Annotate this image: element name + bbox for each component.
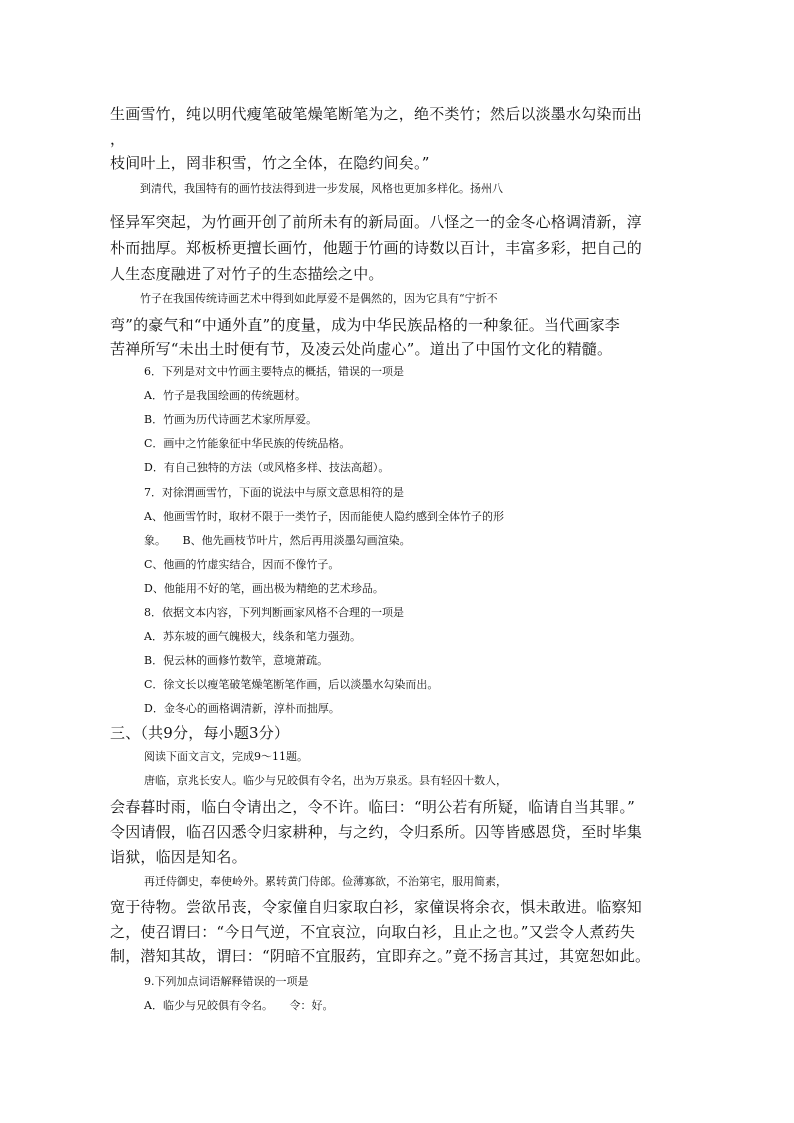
option-6b: B．竹画为历代诗画艺术家所厚爱。 <box>144 413 318 426</box>
question-7: 7．对徐渭画雪竹，下面的说法中与原文意思相符的是 <box>144 486 404 499</box>
option-8a: A．苏东坡的画气魄极大，线条和笔力强劲。 <box>144 630 361 643</box>
text-line: 到清代，我国特有的画竹技法得到进一步发展，风格也更加多样化。扬州八 <box>140 182 503 195</box>
option-9a: A．临少与兄皎俱有令名。 令：好。 <box>144 999 334 1012</box>
option-6d: D．有自己独特的方法（或风格多样、技法高超）。 <box>144 461 390 474</box>
option-6a: A．竹子是我国绘画的传统题材。 <box>144 389 306 402</box>
text-line: 弯”的豪气和“中通外直”的度量，成为中华民族品格的一种象征。当代画家李 <box>110 316 621 334</box>
text-line: 苦禅所写“未出土时便有节，及凌云处尚虚心”。道出了中国竹文化的精髓。 <box>110 340 613 358</box>
instruction: 阅读下面文言文，完成9～11题。 <box>144 750 308 763</box>
question-6: 6．下列是对文中竹画主要特点的概括，错误的一项是 <box>144 365 404 378</box>
text-line: 令因请假，临召囚悉令归家耕种，与之约，令归系所。囚等皆感恩贷，至时毕集 <box>110 823 643 841</box>
option-6c: C．画中之竹能象征中华民族的传统品格。 <box>144 437 351 450</box>
text-line: 竹子在我国传统诗画艺术中得到如此厚爱不是偶然的，因为它具有“宁折不 <box>140 292 498 305</box>
text-line: ， <box>110 130 126 148</box>
option-8c: C．徐文长以瘦笔破笔燥笔断笔作画，后以淡墨水勾染而出。 <box>144 678 439 691</box>
text-line: 朴而拙厚。郑板桥更擅长画竹，他题于竹画的诗数以百计，丰富多彩，把自己的 <box>110 239 643 257</box>
text-line: 之，使召谓曰：“今日气逆，不宜哀泣，向取白衫，且止之也。”又尝令人煮药失 <box>110 923 636 941</box>
text-line: 再迁侍御史，奉使岭外。累转黄门侍郎。俭薄寡欲，不治第宅，服用简素， <box>144 875 507 888</box>
option-7c: C、他画的竹虚实结合，因而不像竹子。 <box>144 558 340 571</box>
question-9: 9.下列加点词语解释错误的一项是 <box>144 975 309 988</box>
text-line: 枝间叶上，罔非积雪，竹之全体，在隐约间矣。” <box>110 154 430 172</box>
question-8: 8．依据文本内容，下列判断画家风格不合理的一项是 <box>144 606 404 619</box>
text-line: 诣狱，临因是知名。 <box>110 848 247 866</box>
text-line: 怪异军突起，为竹画开创了前所未有的新局面。八怪之一的金冬心格调清新，淳 <box>110 213 643 231</box>
option-7b: 象。 B、他先画枝节叶片，然后再用淡墨勾画渲染。 <box>144 534 411 547</box>
option-7a: A、他画雪竹时，取材不限于一类竹子，因而能使人隐约感到全体竹子的形 <box>144 510 504 523</box>
text-line: 人生态度融进了对竹子的生态描绘之中。 <box>110 265 384 283</box>
text-line: 宽于待物。尝欲吊丧，令家僮自归家取白衫，家僮误将余衣，惧未敢进。临察知 <box>110 898 643 916</box>
option-8b: B．倪云林的画修竹数竿，意境萧疏。 <box>144 654 329 667</box>
section-heading: 三、（共9分，每小题3分） <box>110 724 290 742</box>
text-line: 生画雪竹，纯以明代瘦笔破笔燥笔断笔为之，绝不类竹；然后以淡墨水勾染而出 <box>110 105 643 123</box>
text-line: 会春暮时雨，临白令请出之，令不许。临曰：“明公若有所疑，临请自当其罪。” <box>110 798 636 816</box>
text-line: 唐临，京兆长安人。临少与兄皎俱有令名，出为万泉丞。县有轻囚十数人， <box>144 774 507 787</box>
option-7d: D、他能用不好的笔，画出极为精绝的艺术珍品。 <box>144 582 384 595</box>
text-line: 制，潜知其故，谓曰：“阴暗不宜服药，宜即弃之。”竟不扬言其过，其宽恕如此。 <box>110 947 651 965</box>
option-8d: D．金冬心的画格调清新，淳朴而拙厚。 <box>144 702 340 715</box>
